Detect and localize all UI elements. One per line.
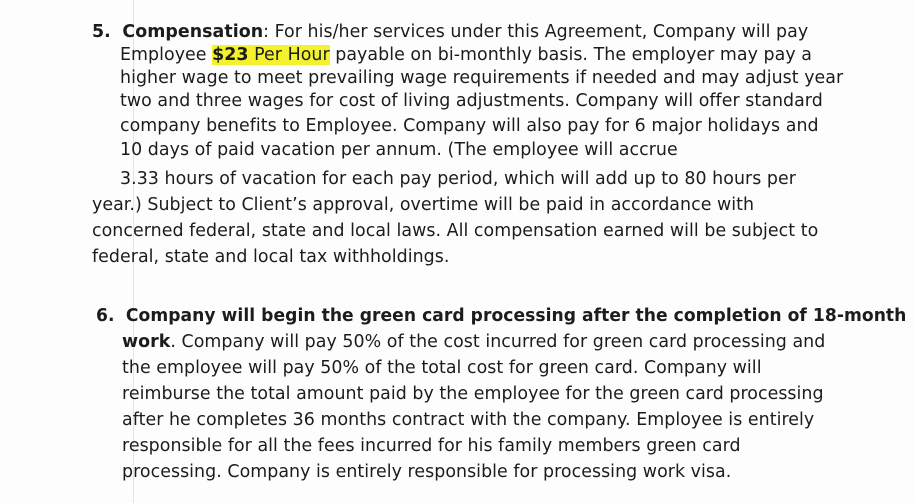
- section-5-line-4: two and three wages for cost of living adjustments. Company will offer standard: [120, 91, 823, 111]
- wage-amount: $23: [212, 45, 249, 65]
- section-5-line-10: federal, state and local tax withholdings.: [92, 247, 450, 267]
- section-5-number: 5.: [92, 22, 111, 42]
- section-5-line-9: concerned federal, state and local laws. All compensation earned will be subject to: [92, 221, 819, 241]
- section-6-line-4: reimburse the total amount paid by the employee for the green card processing: [122, 384, 824, 404]
- section-5-line-1: [92, 21, 808, 43]
- section-5-text-1: : For his/her services under this Agreement, Company will pay: [263, 22, 809, 42]
- section-5-line-8: year.) Subject to Client’s approval, overtime will be paid in accordance with: [92, 195, 755, 215]
- section-6-number: 6.: [96, 306, 115, 326]
- section-6-line-5: after he completes 36 months contract with the company. Employee is entirely: [122, 410, 815, 430]
- highlighted-wage: [212, 45, 330, 65]
- section-6-line-2: work. Company will pay 50% of the cost incurred for green card processing and: [122, 332, 826, 352]
- section-5-line-6: 10 days of paid vacation per annum. (The employee will accrue: [120, 140, 678, 160]
- section-6-line-3: the employee will pay 50% of the total cost for green card. Company will: [122, 358, 762, 378]
- section-5-heading: Compensation: [122, 22, 264, 42]
- wage-unit: Per Hour: [248, 45, 330, 65]
- section-6-heading: Company will begin the green card processing after the completion of 18-month: [125, 306, 907, 326]
- section-5-line-2: Employee $23 Per Hour payable on bi-monthly basis. The employer may pay a: [120, 45, 812, 65]
- section-5-line-7: 3.33 hours of vacation for each pay period, which will add up to 80 hours per: [120, 169, 796, 189]
- section-5-line-3: higher wage to meet prevailing wage requirements if needed and may adjust year: [120, 68, 844, 88]
- section-6-line-1: [96, 305, 906, 327]
- section-5-line-5: company benefits to Employee. Company will also pay for 6 major holidays and: [120, 116, 819, 136]
- section-6-heading-cont: work: [122, 332, 171, 352]
- section-6-line-7: processing. Company is entirely responsible for processing work visa.: [122, 462, 732, 482]
- section-6-line-6: responsible for all the fees incurred for his family members green card: [122, 436, 741, 456]
